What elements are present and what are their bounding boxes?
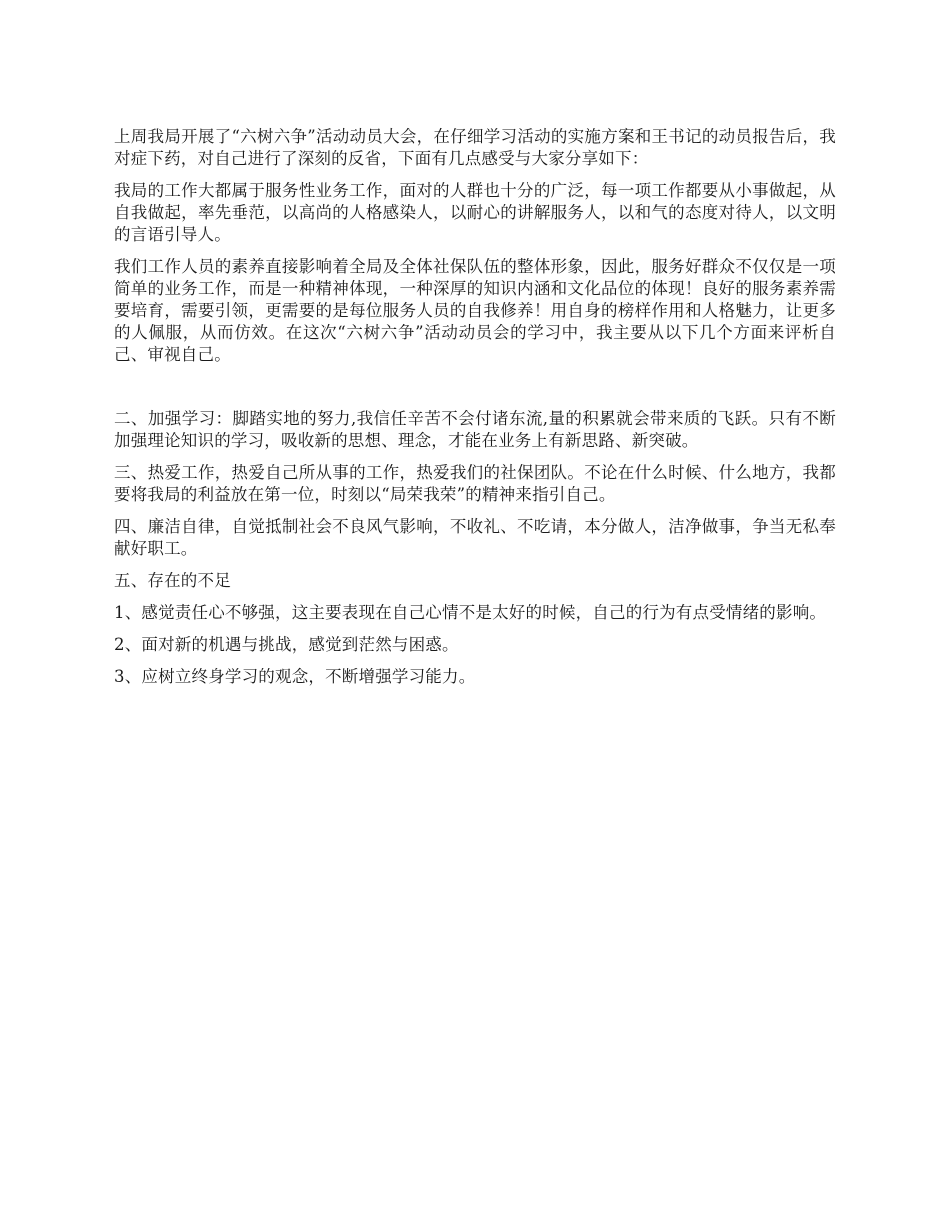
list-item-shortcoming-2: 2、面对新的机遇与挑战，感觉到茫然与困惑。 — [114, 635, 459, 654]
section-gap — [114, 376, 836, 408]
heading-shortcomings: 五、存在的不足 — [114, 571, 231, 590]
list-item-shortcoming-1: 1、感觉责任心不够强，这主要表现在自己心情不是太好的时候，自己的行为有点受情绪的影响。 — [114, 603, 827, 622]
document-body — [114, 126, 836, 698]
paragraph-staff-quality: 我们工作人员的素养直接影响着全局及全体社保队伍的整体形象，因此，服务好群众不仅仅是一项简单的业务工作，而是一种精神体现，一种深厚的知识内涵和文化品位的体现！良好的服务素养需要培育，需要引领，更需要的是每位服务人员的自我修养！用自身的榜样作用和人格魅力，让更多的人佩服，从而仿效。在这次“六树六争”活动动员会的学习中，我主要从以下几个方面来评析自己、审视自己。 — [114, 257, 836, 364]
paragraph-point-two: 二、加强学习：脚踏实地的努力,我信任辛苦不会付诸东流,量的积累就会带来质的飞跃。只有不断加强理论知识的学习，吸收新的思想、理念，才能在业务上有新思路、新突破。 — [114, 409, 836, 450]
list-item-shortcoming-3: 3、应树立终身学习的观念，不断增强学习能力。 — [114, 667, 476, 686]
paragraph-point-three: 三、热爱工作，热爱自己所从事的工作，热爱我们的社保团队。不论在什么时候、什么地方，我都要将我局的利益放在第一位，时刻以“局荣我荣”的精神来指引自己。 — [114, 463, 836, 504]
paragraph-intro: 上周我局开展了“六树六争”活动动员大会，在仔细学习活动的实施方案和王书记的动员报告后，我对症下药，对自己进行了深刻的反省，下面有几点感受与大家分享如下： — [114, 127, 836, 168]
paragraph-point-four: 四、廉洁自律，自觉抵制社会不良风气影响，不收礼、不吃请，本分做人，洁净做事，争当无私奉献好职工。 — [114, 517, 836, 558]
paragraph-service-work: 我局的工作大都属于服务性业务工作，面对的人群也十分的广泛，每一项工作都要从小事做起，从自我做起，率先垂范，以高尚的人格感染人，以耐心的讲解服务人，以和气的态度对待人，以文明的言语引导人。 — [114, 181, 836, 244]
